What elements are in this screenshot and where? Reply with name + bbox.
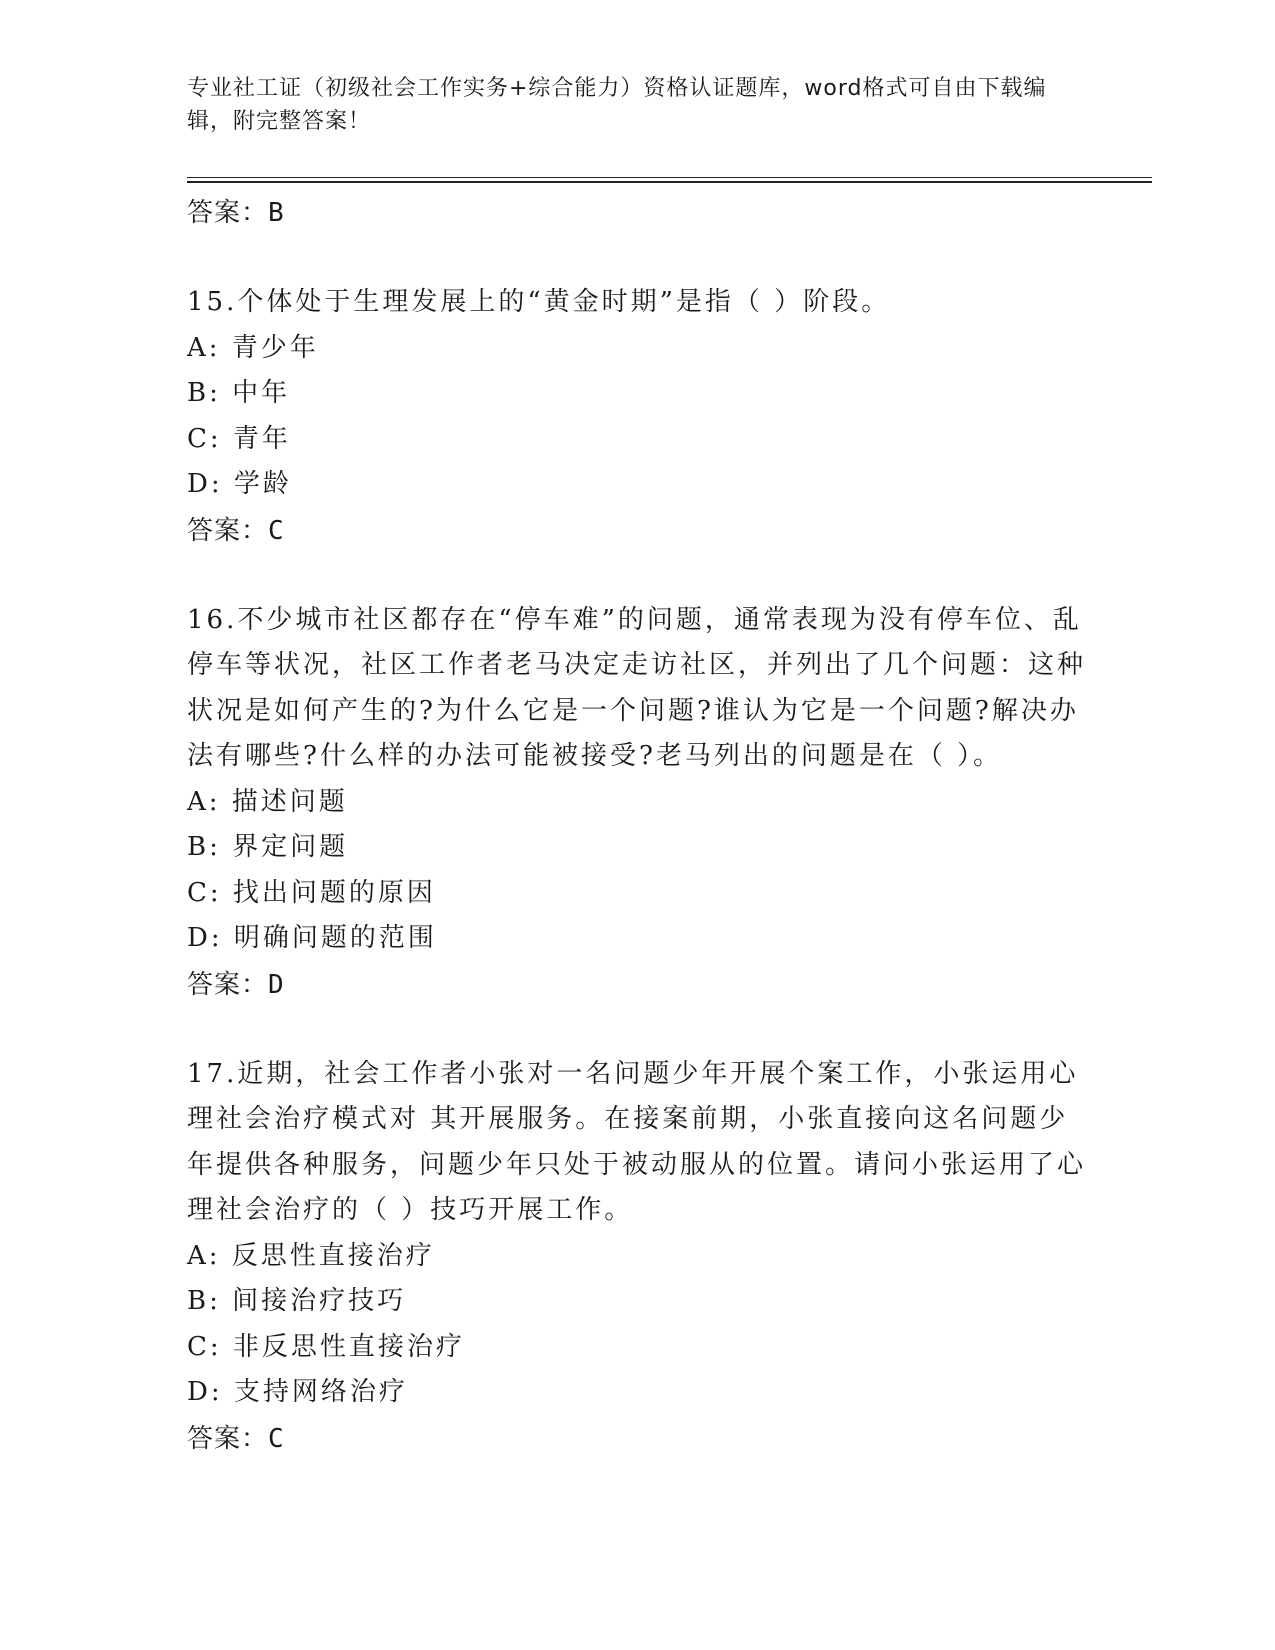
question-15 [187, 280, 1087, 554]
option-d: D: 支持网络治疗 [187, 1377, 408, 1407]
answer-value: C [268, 1423, 285, 1454]
option-c: C: 找出问题的原因 [187, 877, 436, 908]
answer-line [187, 190, 1087, 236]
option-a: A: 反思性直接治疗 [187, 1240, 435, 1271]
question-16 [187, 598, 1087, 1008]
document-body [187, 190, 1087, 1462]
answer-line [187, 1416, 1087, 1462]
header-rule-thick [187, 181, 1152, 183]
answer-value: C [268, 515, 285, 546]
answer-line [187, 508, 1087, 554]
question-17 [187, 1052, 1087, 1462]
answer-value: B [268, 198, 285, 228]
option-b: B: 间接治疗技巧 [187, 1286, 407, 1316]
answer-label: 答案： [187, 198, 269, 228]
option-d: D: 学龄 [187, 469, 292, 499]
answer-value: D [268, 969, 285, 1000]
option-b: B: 中年 [187, 378, 291, 408]
question-text: 16.不少城市社区都存在“停车难”的问题，通常表现为没有停车位、乱停车等状况，社区工作者老马决定走访社区，并列出了几个问题：这种状况是如何产生的?为什么它是一个问题?谁认为它是一个问题?解决办法有哪些?什么样的办法可能被接受?老马列出的问题是在（ ）。 [187, 604, 1087, 771]
header-text: 专业社工证（初级社会工作实务+综合能力）资格认证题库，word格式可自由下载编辑，附完整答案！ [187, 76, 1047, 134]
option-d: D: 明确问题的范围 [187, 923, 437, 953]
option-c: C: 非反思性直接治疗 [187, 1331, 465, 1362]
option-b: B: 界定问题 [187, 832, 349, 862]
header-rule-thin [187, 177, 1152, 178]
option-a: A: 青少年 [187, 332, 319, 363]
answer-label: 答案： [187, 1423, 269, 1454]
question-text: 17.近期，社会工作者小张对一名问题少年开展个案工作，小张运用心理社会治疗模式对 其开展服务。在接案前期，小张直接向这名问题少年提供各种服务，问题少年只处于被动服从的位置。请问小张运用了心理社会治疗的（ ）技巧开展工作。 [187, 1058, 1087, 1225]
option-a: A: 描述问题 [187, 786, 348, 817]
answer-label: 答案： [187, 515, 269, 546]
option-c: C: 青年 [187, 423, 291, 454]
answer-label: 答案： [187, 969, 269, 1000]
answer-line [187, 962, 1087, 1008]
question-text: 15.个体处于生理发展上的“黄金时期”是指（ ）阶段。 [187, 287, 891, 317]
document-header [187, 72, 1087, 138]
